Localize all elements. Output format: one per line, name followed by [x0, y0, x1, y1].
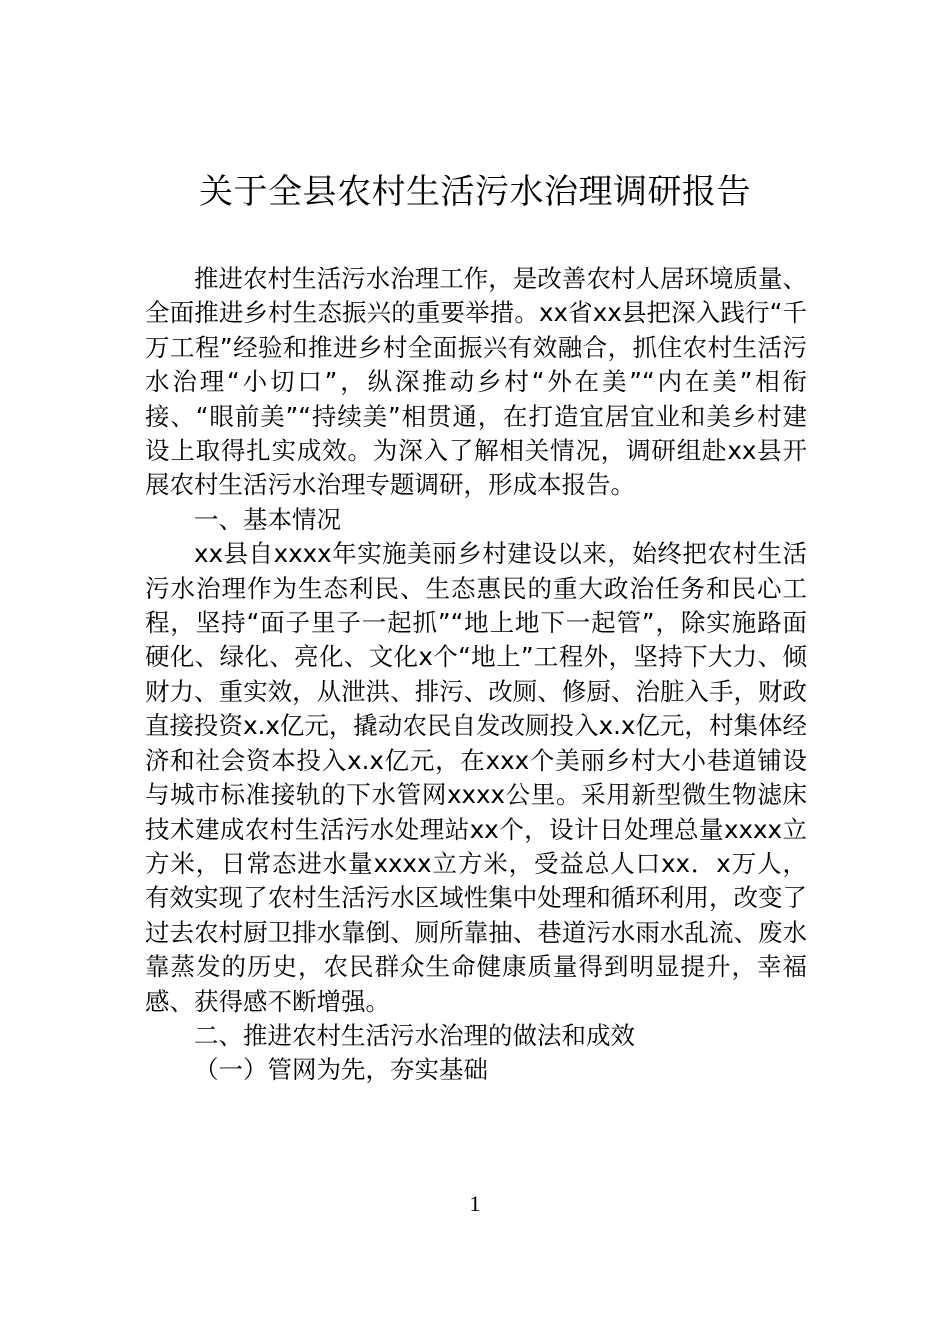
basic-situation-paragraph: xx县自xxxx年实施美丽乡村建设以来，始终把农村生活污水治理作为生态利民、生态惠民的重大政治任务和民心工程，坚持“面子里子一起抓”“地上地下一起管”，除实施路面硬化、绿化、亮化、文化x个“地上”工程外，坚持下大力、倾财力、重实效，从泄洪、排污、改厕、修厨、治脏入手，财政直接投资x.x亿元，撬动农民自发改厕投入x.x亿元，村集体经济和社会资本投入x.x亿元，在xxx个美丽乡村大小巷道铺设与城市标准接轨的下水管网xxxx公里。采用新型微生物滤床技术建成农村生活污水处理站xx个，设计日处理总量xxxx立方米，日常态进水量xxxx立方米，受益总人口xx．x万人，有效实现了农村生活污水区域性集中处理和循环利用，改变了过去农村厨卫排水靠倒、厕所靠抽、巷道污水雨水乱流、废水靠蒸发的历史，农民群众生命健康质量得到明显提升，幸福感、获得感不断增强。 — [145, 539, 807, 1016]
page-number: 1 — [469, 1191, 481, 1216]
section-heading-practices: 二、推进农村生活污水治理的做法和成效 — [194, 1020, 635, 1050]
subsection-heading-pipe-network: （一）管网为先，夯实基础 — [194, 1055, 488, 1085]
intro-paragraph: 推进农村生活污水治理工作，是改善农村人居环境质量、全面推进乡村生态振兴的重要举措。xx省xx县把深入践行“千万工程”经验和推进乡村全面振兴有效融合，抓住农村生活污水治理“小切口”，纵深推动乡村“外在美”“内在美”相衔接、“眼前美”“持续美”相贯通，在打造宜居宜业和美乡村建设上取得扎实成效。为深入了解相关情况，调研组赴xx县开展农村生活污水治理专题调研，形成本报告。 — [145, 264, 807, 500]
document-title: 关于全县农村生活污水治理调研报告 — [199, 172, 751, 212]
section-heading-basic-situation: 一、基本情况 — [194, 504, 341, 534]
document-body — [145, 262, 807, 1088]
